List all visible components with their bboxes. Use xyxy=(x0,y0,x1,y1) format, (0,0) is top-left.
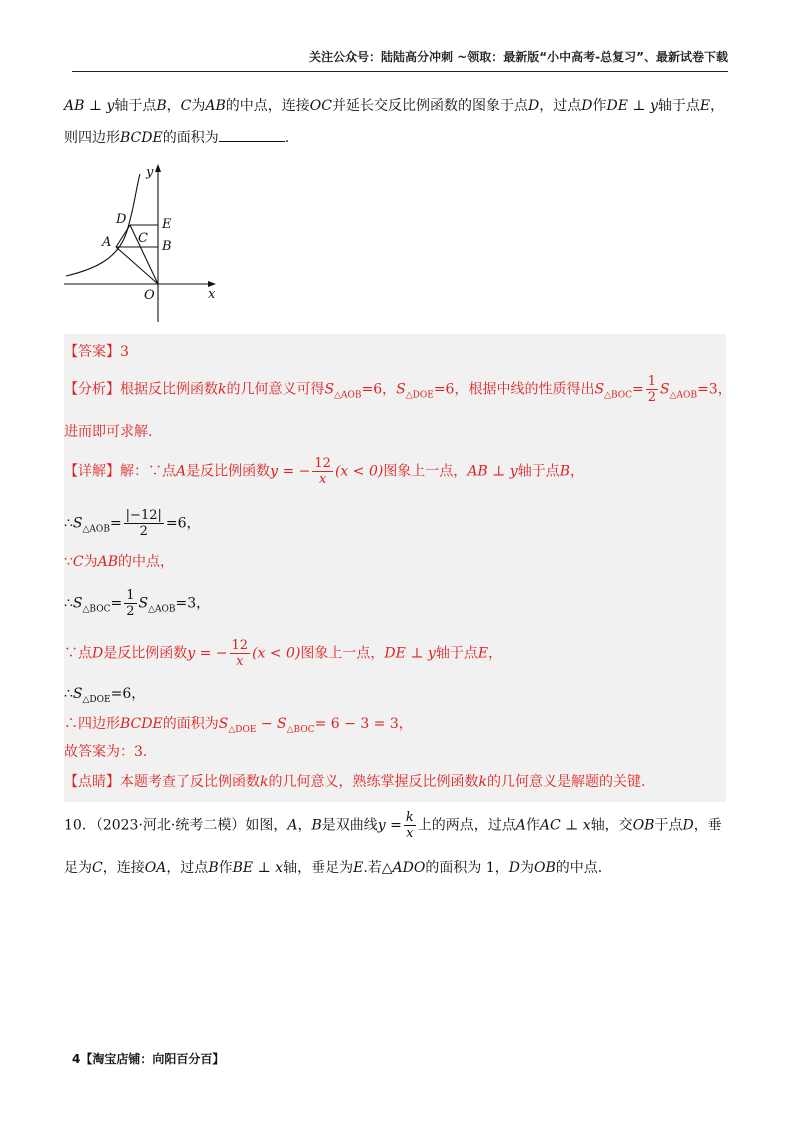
text: =3， xyxy=(175,595,211,612)
therefore: ∴ xyxy=(64,515,73,532)
text: ， xyxy=(166,98,181,114)
analysis-tag: 【分析】 xyxy=(64,381,120,398)
denominator: 2 xyxy=(647,390,657,405)
text: 作 xyxy=(592,98,607,114)
detail-line-3 xyxy=(64,552,736,572)
math-s: S xyxy=(324,381,335,398)
fraction-abs xyxy=(124,508,164,539)
geometry-figure xyxy=(60,160,230,330)
math-ab: AB xyxy=(97,554,119,570)
text: 的几何意义是解题的关键. xyxy=(486,774,646,790)
math-k: k xyxy=(478,774,487,790)
math-func: y = − xyxy=(187,645,228,662)
math-s: S xyxy=(660,381,670,398)
fraction-12-over-x xyxy=(230,638,251,669)
problem-text-line-1 xyxy=(64,96,736,116)
comment-tag: 【点睛】 xyxy=(64,774,120,790)
math-s: S xyxy=(72,515,83,532)
text: 是双曲线 xyxy=(321,817,378,834)
text: 根据反比例函数 xyxy=(120,381,218,398)
text: 的面积为 1， xyxy=(425,860,509,876)
segment-oa xyxy=(116,247,158,284)
math-func: y = xyxy=(377,817,402,834)
numerator: |−12| xyxy=(125,508,162,523)
text: 作 xyxy=(218,860,233,876)
math-de-perp-y: DE ⊥ y xyxy=(384,645,436,662)
text: 为 xyxy=(191,98,206,114)
label-c: C xyxy=(138,231,148,246)
text: 并延长交反比例函数的图象于点 xyxy=(332,98,528,114)
detail-line-1 xyxy=(64,456,736,487)
answer-blank xyxy=(219,129,285,142)
text: 的几何意义可得 xyxy=(226,381,325,398)
text: = 6 − 3 = 3， xyxy=(314,716,413,732)
text: 轴于点 xyxy=(435,645,478,662)
math-a: A xyxy=(287,817,298,834)
problem10-line-1 xyxy=(64,810,736,841)
math-oa: OA xyxy=(144,860,167,876)
math-s: S xyxy=(138,595,149,612)
text: =6， xyxy=(165,515,201,532)
fraction-k-over-x xyxy=(404,810,416,841)
math-ab: AB xyxy=(205,98,226,114)
text: 本题考查了反比例函数 xyxy=(120,774,260,790)
denominator: x xyxy=(406,826,414,841)
text: =6，根据中线的性质得出 xyxy=(433,381,595,398)
fraction-half xyxy=(646,374,658,405)
text: ，连接 xyxy=(102,860,145,876)
label-o: O xyxy=(144,288,155,303)
text: 进而即可求解. xyxy=(64,424,153,440)
text: − xyxy=(256,716,278,732)
subscript: △BOC xyxy=(82,604,111,615)
subscript: △AOB xyxy=(334,390,362,401)
detail-line-2 xyxy=(64,508,736,545)
text: 的几何意义，熟练掌握反比例函数 xyxy=(268,774,479,790)
text: 轴于点 xyxy=(657,98,700,114)
numerator: 1 xyxy=(126,588,135,603)
detail-line-4: $\therefore S_{\triangle BOC}=$ $\frac{1}{2}$ $S_{\triangle AOB}=3$， xyxy=(64,588,211,619)
text: ， xyxy=(297,817,312,834)
text: ，垂 xyxy=(693,817,722,834)
text: 于点 xyxy=(654,817,683,834)
text: 是反比例函数 xyxy=(186,463,271,480)
math-s: S xyxy=(594,381,605,398)
text: 上的两点，过点 xyxy=(417,817,516,834)
text: ， xyxy=(569,463,584,480)
detail-line-7 xyxy=(64,714,736,740)
math-a: A xyxy=(515,817,526,834)
text: 解：∵点 xyxy=(120,463,176,480)
page-footer xyxy=(72,1050,224,1067)
therefore: ∴ xyxy=(64,595,73,612)
math-s: S xyxy=(396,381,406,398)
math-oc: OC xyxy=(309,98,332,114)
text: 的中点， xyxy=(118,554,175,570)
text: 轴，垂足为 xyxy=(283,860,354,876)
math-c: C xyxy=(72,554,84,570)
segment-do xyxy=(116,225,130,247)
math-e: E xyxy=(699,98,711,114)
math-d: D xyxy=(682,817,694,834)
math-c: C xyxy=(92,860,103,876)
text: =6， xyxy=(110,686,146,702)
detail-line-5 xyxy=(64,638,736,669)
label-e: E xyxy=(162,217,172,232)
subscript: △BOC xyxy=(286,725,315,735)
comment-line xyxy=(64,772,736,792)
y-arrow xyxy=(155,164,161,172)
fraction-half xyxy=(124,588,136,619)
text: 是反比例函数 xyxy=(103,645,188,662)
text: 轴，交 xyxy=(590,817,633,834)
math-b: B xyxy=(311,817,322,834)
subscript: △BOC xyxy=(604,390,633,401)
text: 的面积为 xyxy=(162,130,219,146)
math-k: k xyxy=(260,774,269,790)
math-b: B xyxy=(208,860,219,876)
math-s: S xyxy=(277,716,287,732)
numerator: 1 xyxy=(647,374,657,389)
answer-line xyxy=(64,342,736,362)
label-a: A xyxy=(102,235,112,250)
denominator: 2 xyxy=(126,604,135,619)
hyperbola-curve xyxy=(66,174,140,276)
text: 足为 xyxy=(64,860,92,876)
page-header: 关注公众号：陆陆高分冲刺 ~领取：最新版“小中高考-总复习”、最新试卷下载 xyxy=(309,50,728,64)
problem10-line-2 xyxy=(64,858,736,878)
math-domain: (x < 0) xyxy=(252,645,301,662)
detail-tag: 【详解】 xyxy=(64,463,120,480)
text: 图象上一点， xyxy=(383,463,468,480)
text: ， xyxy=(710,98,725,114)
label-y: y xyxy=(146,165,154,180)
text: 轴于点 xyxy=(517,463,560,480)
text: 为 xyxy=(519,860,534,876)
shop-name: 【淘宝店铺：向阳百分百】 xyxy=(80,1052,225,1066)
text: ∵点 xyxy=(64,645,92,662)
numerator: 12 xyxy=(314,456,331,471)
math-k: k xyxy=(218,381,227,398)
numerator: k xyxy=(405,810,414,825)
analysis-line-1: 【分析】根据反比例函数k的几何意义可得$S_{\triangle AOB}=6$，$S_{\triangle DOE}=6$，根据中线的性质得出$S_{\triangle BOC}=$ $\frac{1}{2}$ $S_{\triangle AOB}=3$， xyxy=(64,374,732,405)
math-ob: OB xyxy=(533,860,556,876)
subscript: △DOE xyxy=(82,695,111,705)
math-be-perp-x: BE ⊥ x xyxy=(232,860,284,876)
math-ac-perp-x: AC ⊥ x xyxy=(539,817,591,834)
denominator: x xyxy=(319,472,327,487)
therefore: ∴ xyxy=(64,686,73,702)
text: ∵ xyxy=(64,554,73,570)
math-bcde: BCDE xyxy=(120,130,163,146)
header-rule xyxy=(72,71,728,72)
page-number: 4 xyxy=(72,1052,81,1066)
math-ab-perp-y: AB ⊥ y xyxy=(64,98,115,114)
label-d: D xyxy=(116,212,127,227)
text: 图象上一点， xyxy=(300,645,385,662)
text: =6， xyxy=(361,381,397,398)
text: 作 xyxy=(525,817,540,834)
subscript: △DOE xyxy=(405,390,434,401)
math-c: C xyxy=(180,98,192,114)
label-x: x xyxy=(208,287,216,302)
text: 为 xyxy=(83,554,98,570)
math-d: D xyxy=(528,98,540,114)
subscript: △AOB xyxy=(669,390,698,401)
subscript: △AOB xyxy=(82,524,110,535)
text: ，过点 xyxy=(539,98,582,114)
text: = xyxy=(109,515,122,532)
analysis-line-2 xyxy=(64,422,736,442)
text: ∴四边形 xyxy=(64,716,120,732)
text: 的面积为 xyxy=(162,716,219,732)
text: 则四边形 xyxy=(64,130,120,146)
text: 故答案为：3. xyxy=(64,744,148,760)
problem-text-line-2 xyxy=(64,128,736,148)
math-b: B xyxy=(559,463,570,480)
math-e: E xyxy=(477,645,489,662)
math-bcde: BCDE xyxy=(120,716,163,732)
fraction-12-over-x xyxy=(312,456,333,487)
math-func: y = − xyxy=(270,463,311,480)
math-ab-perp-y: AB ⊥ y xyxy=(467,463,518,480)
text: ，过点 xyxy=(166,860,209,876)
answer-tag: 【答案】 xyxy=(64,344,120,360)
text: 如图， xyxy=(245,817,288,834)
text: 轴于点 xyxy=(114,98,157,114)
denominator: 2 xyxy=(139,524,148,539)
text: .若 xyxy=(363,860,382,876)
detail-line-6 xyxy=(64,684,736,710)
math-domain: (x < 0) xyxy=(334,463,384,480)
math-triangle-ado: △ADO xyxy=(381,860,426,876)
math-a: A xyxy=(176,463,187,480)
conclusion-line xyxy=(64,742,736,762)
math-d: D xyxy=(92,645,104,662)
subscript: △DOE xyxy=(228,725,257,735)
math-s: S xyxy=(218,716,229,732)
math-s: S xyxy=(72,595,83,612)
math-d: D xyxy=(581,98,593,114)
text: =3， xyxy=(697,381,732,398)
problem-source: （2023·河北·统考二模） xyxy=(95,817,246,834)
text: 的中点，连接 xyxy=(225,98,310,114)
math-e: E xyxy=(353,860,364,876)
text: 的中点. xyxy=(555,860,603,876)
numerator: 12 xyxy=(231,638,249,653)
answer-value: 3 xyxy=(120,344,129,360)
subscript: △AOB xyxy=(148,604,176,615)
math-s: S xyxy=(72,686,83,702)
math-ob: OB xyxy=(632,817,655,834)
denominator: x xyxy=(236,654,244,669)
math-de-perp-y: DE ⊥ y xyxy=(606,98,658,114)
text: ， xyxy=(488,645,503,662)
label-b: B xyxy=(162,239,172,254)
math-d: D xyxy=(508,860,520,876)
math-b: B xyxy=(156,98,167,114)
problem-number: 10． xyxy=(64,817,96,834)
text: . xyxy=(284,130,290,146)
